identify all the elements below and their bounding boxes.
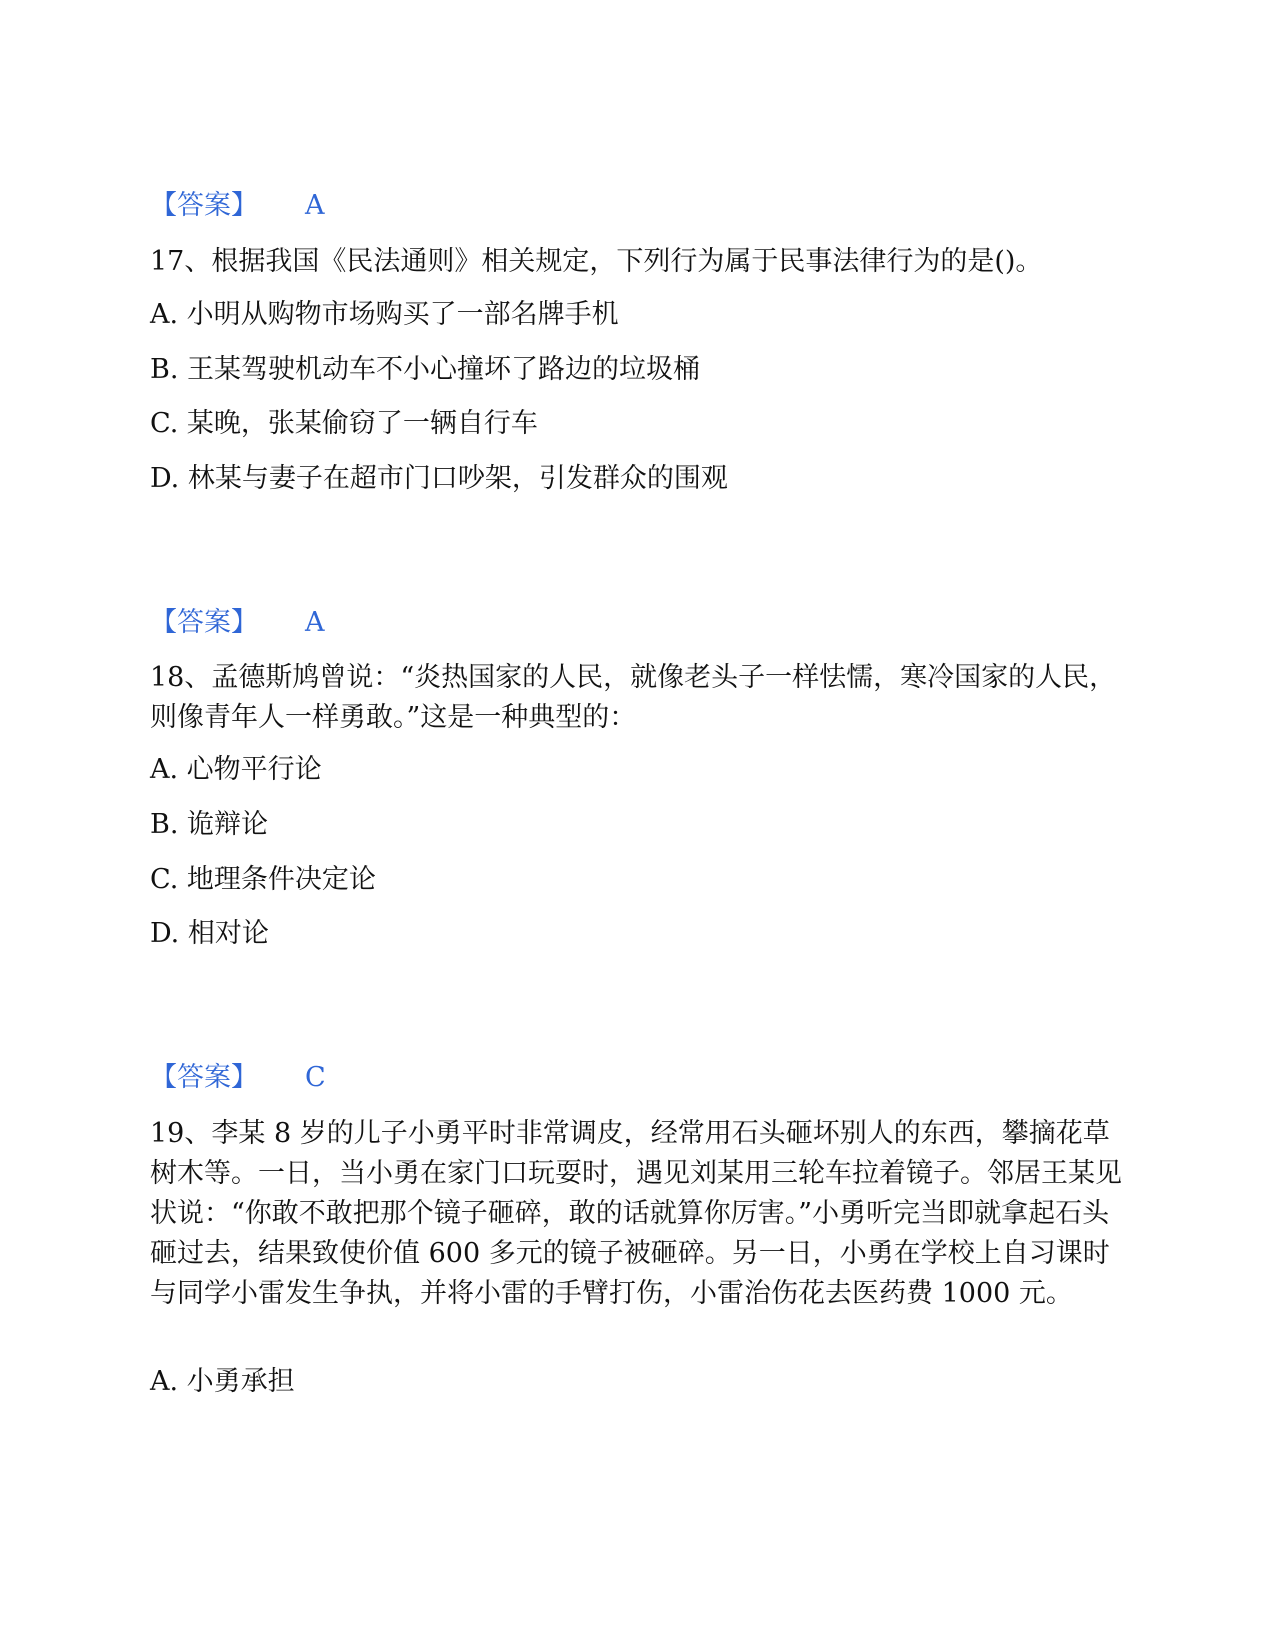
question-18-option-b: B. 诡辩论 <box>150 809 269 840</box>
answer-label: 【答案】 <box>150 1062 258 1093</box>
answer-label: 【答案】 <box>150 190 258 221</box>
question-18-text: 18、孟德斯鸠曾说：“炎热国家的人民，就像老头子一样怯懦，寒冷国家的人民，则像青年人一样勇敢。”这是一种典型的： <box>150 662 1117 733</box>
answer-line <box>150 188 325 224</box>
answer-value: C <box>305 1062 326 1093</box>
question-17-option-a: A. 小明从购物市场购买了一部名牌手机 <box>150 299 619 330</box>
question-19-option-a: A. 小勇承担 <box>150 1366 295 1397</box>
answer-value: A <box>305 190 325 221</box>
answer-line <box>150 605 325 641</box>
question-17-text: 17、根据我国《民法通则》相关规定，下列行为属于民事法律行为的是()。 <box>150 246 1043 277</box>
answer-line <box>150 1060 326 1096</box>
question-18-option-a: A. 心物平行论 <box>150 754 322 785</box>
question-17-option-b: B. 王某驾驶机动车不小心撞坏了路边的垃圾桶 <box>150 354 701 385</box>
answer-label: 【答案】 <box>150 607 258 638</box>
question-17-option-c: C. 某晚，张某偷窃了一辆自行车 <box>150 408 538 439</box>
question-19-text: 19、李某 8 岁的儿子小勇平时非常调皮，经常用石头砸坏别人的东西，攀摘花草树木等。一日，当小勇在家门口玩耍时，遇见刘某用三轮车拉着镜子。邻居王某见状说：“你敢不敢把那个镜子砸碎，敢的话就算你厉害。”小勇听完当即就拿起石头砸过去，结果致使价值 600 多元的镜子被砸碎。另一日，小勇在学校上自习课时与同学小雷发生争执，并将小雷的手臂打伤，小雷治伤花去医药费 1000 元。 <box>150 1118 1122 1309</box>
question-18-option-d: D. 相对论 <box>150 918 269 949</box>
question-18-option-c: C. 地理条件决定论 <box>150 864 376 895</box>
answer-value: A <box>305 607 325 638</box>
question-17-option-d: D. 林某与妻子在超市门口吵架，引发群众的围观 <box>150 463 728 494</box>
